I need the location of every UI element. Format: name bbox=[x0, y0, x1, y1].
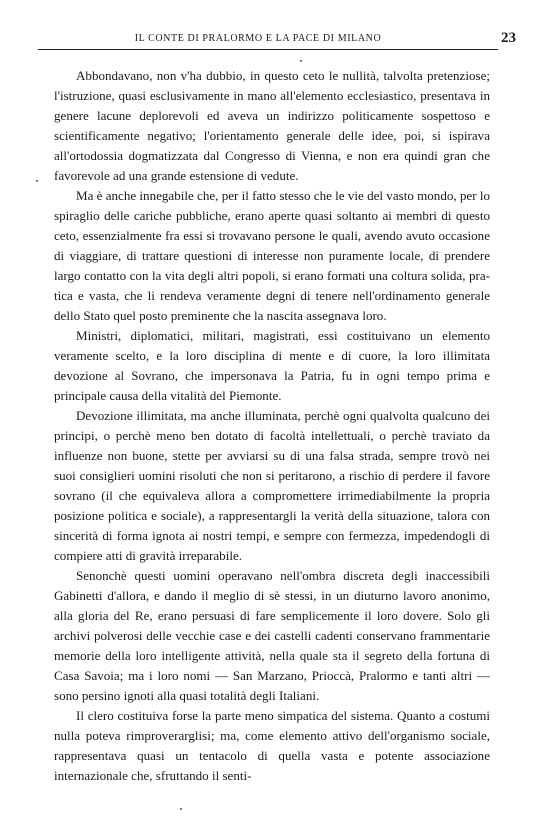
scan-speck bbox=[300, 60, 302, 62]
paragraph: Ma è anche innegabile che, per il fatto stesso che le vie del vasto mondo, per lo spiraglio delle cariche pubbliche, erano aperte quasi soltanto ai membri di questo ceto, essenzialmente fra essi si trovavano persone le quali, avendo avuto occasione di viaggiare, di trattare questioni di interesse non puramente locale, di prendere largo contatto con la vita degli altri popoli, si erano formati una coltura solida, pratica e vasta, che li rendeva veramente degni di tenere nell'ordinamento generale dello Stato quel posto preminente che la nascita assegnava loro. bbox=[54, 188, 490, 323]
header-rule bbox=[38, 49, 498, 50]
paragraph: Il clero costituiva forse la parte meno simpatica del sistema. Quanto a costumi nulla poteva rimproverarglisi; ma, come elemento attivo dell'organismo sociale, rappresentava quasi un tentacolo di quella vasta e potente associazione internazionale che, sfruttando il senti- bbox=[54, 708, 490, 783]
paragraph: Ministri, diplomatici, militari, magistrati, essi costituivano un elemento veramente scelto, e la loro disciplina di mente e di cuore, la loro illimitata devozione al Sovrano, che impersonava la Patria, fu in ogni tempo prima e principale causa della vitalità del Piemonte. bbox=[54, 328, 490, 403]
paragraph: Devozione illimitata, ma anche illuminata, perchè ogni qualvolta qualcuno dei principi, o perchè meno ben dotato di facoltà intellettuali, o perchè traviato da influenze non buone, stette per avviarsi su di una falsa strada, sempre trovò nei suoi consiglieri uomini risoluti che non si peritarono, a rischio di perdere il favore sovrano (il che equivaleva allora a compromettere irrimediabilmente la propria posizione politica e sociale), a rappresentargli la verità della situazione, talora con sincerità di forma ignota ai nostri tempi, e sempre con fermezza, impedendogli di compiere atti di gravità irreparabile. bbox=[54, 408, 490, 563]
page-number: 23 bbox=[501, 30, 516, 46]
scan-speck bbox=[36, 180, 38, 182]
running-title: IL CONTE DI PRALORMO E LA PACE DI MILANO bbox=[134, 33, 382, 44]
paragraph: Senonchè questi uomini operavano nell'ombra discreta degli inaccessibili Gabinetti d'allora, e dando il meglio di sè stessi, in un diuturno lavoro anonimo, alla gloria del Re, erano persuasi di fare semplicemente il loro dovere. Solo gli archivi polverosi delle vecchie case e dei castelli cadenti conservano frammentarie memorie della loro intelligente attività, nella quale sta il segreto della fortuna di Casa Savoia; ma i loro nomi — San Marzano, Prioccà, Pralormo e tanti altri — sono persino ignoti alla quasi totalità degli Italiani. bbox=[54, 568, 490, 703]
scan-speck bbox=[180, 808, 182, 810]
body-text bbox=[54, 66, 490, 786]
paragraph: Abbondavano, non v'ha dubbio, in questo ceto le nullità, talvolta pretenziose; l'istruzione, quasi esclusivamente in mano all'elemento ecclesiastico, presentava in genere lacune deplorevoli ed aveva un indirizzo politicamente sospettoso e scientificamente negativo; l'orientamento generale delle idee, poi, si ispirava all'ortodossia dogmatizzata dal Congresso di Vienna, e non era quindi gran che favorevole ad una grande estensione di vedute. bbox=[54, 68, 490, 183]
page-header bbox=[40, 30, 516, 50]
